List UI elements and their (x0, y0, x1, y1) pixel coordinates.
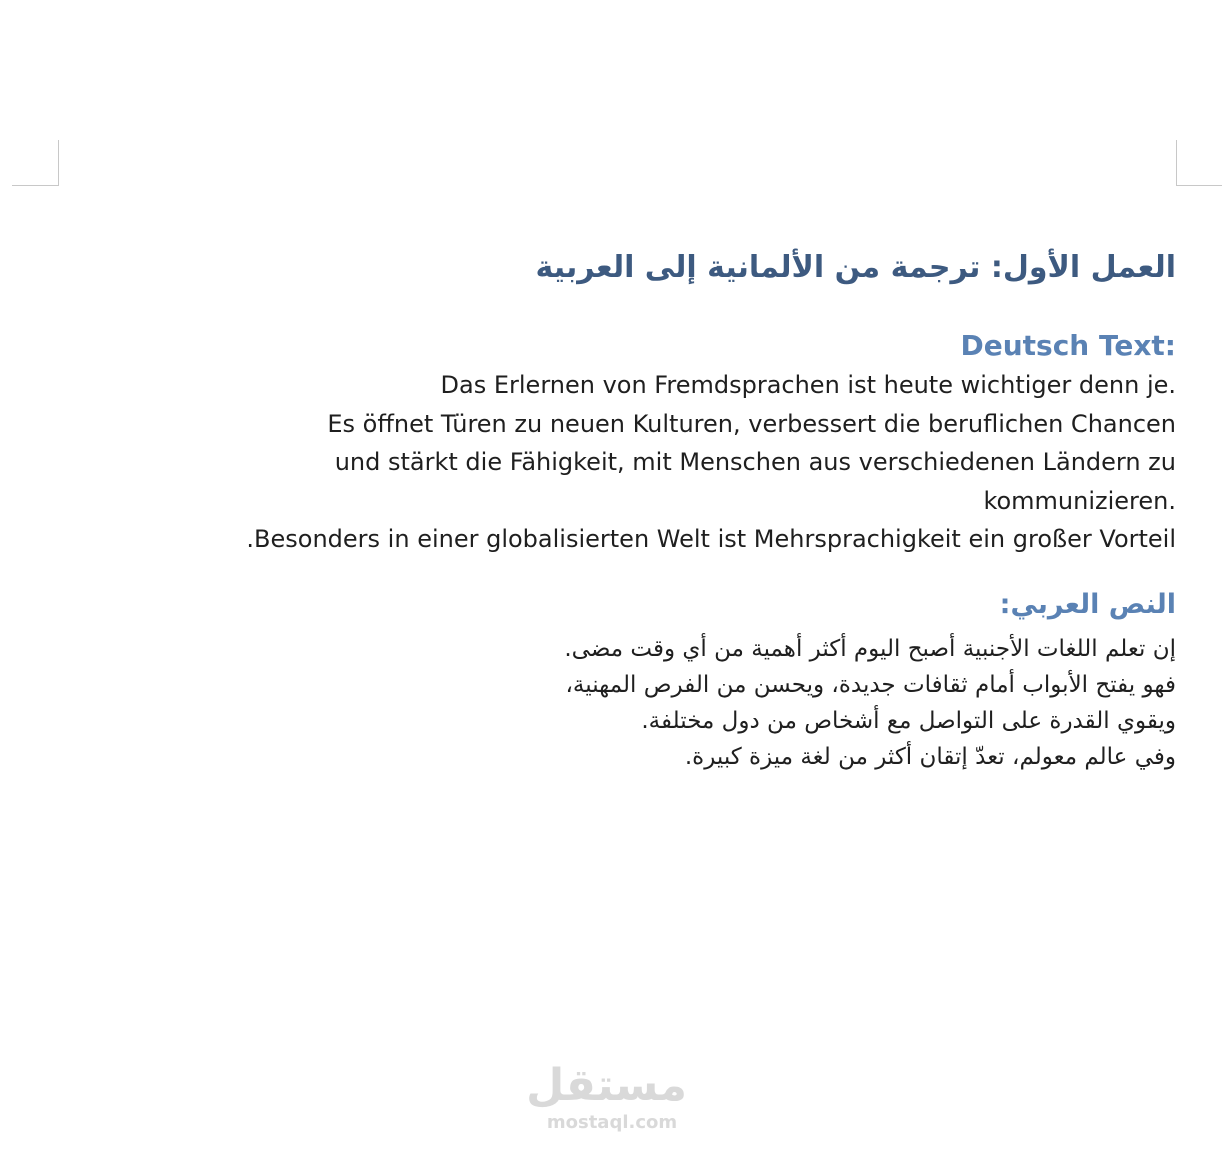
arabic-section-heading: النص العربي: (999, 588, 1176, 620)
arabic-line: إن تعلم اللغات الأجنبية أصبح اليوم أكثر أهمية من أي وقت مضى. (564, 635, 1176, 662)
german-line: und stärkt die Fähigkeit, mit Menschen aus verschiedenen Ländern zu (334, 448, 1176, 476)
margin-mark-top-left-vertical (58, 140, 59, 186)
german-section-heading: Deutsch Text: (960, 329, 1176, 362)
arabic-paragraph (156, 631, 1176, 775)
arabic-line: وفي عالم معولم، تعدّ إتقان أكثر من لغة ميزة كبيرة. (684, 743, 1176, 770)
margin-mark-top-right-vertical (1176, 140, 1177, 186)
arabic-line: فهو يفتح الأبواب أمام ثقافات جديدة، ويحسن من الفرص المهنية، (565, 671, 1176, 698)
german-line: .Besonders in einer globalisierten Welt ist Mehrsprachigkeit ein großer Vorteil (246, 525, 1176, 553)
mostaql-watermark (526, 1060, 687, 1134)
document-title: العمل الأول: ترجمة من الألمانية إلى العربية (535, 250, 1176, 285)
german-line: Es öffnet Türen zu neuen Kulturen, verbessert die beruflichen Chancen (327, 409, 1176, 438)
margin-mark-top-right-horizontal (1176, 185, 1222, 186)
arabic-line: ويقوي القدرة على التواصل مع أشخاص من دول مختلفة. (641, 707, 1176, 734)
german-line: kommunizieren. (983, 486, 1176, 515)
margin-mark-top-left-horizontal (12, 185, 59, 186)
german-line: Das Erlernen von Fremdsprachen ist heute wichtiger denn je. (440, 371, 1176, 399)
german-paragraph (156, 366, 1176, 559)
watermark-logo: مستقل (526, 1060, 687, 1111)
document-body (156, 238, 1176, 775)
watermark-url: mostaql.com (546, 1112, 678, 1133)
